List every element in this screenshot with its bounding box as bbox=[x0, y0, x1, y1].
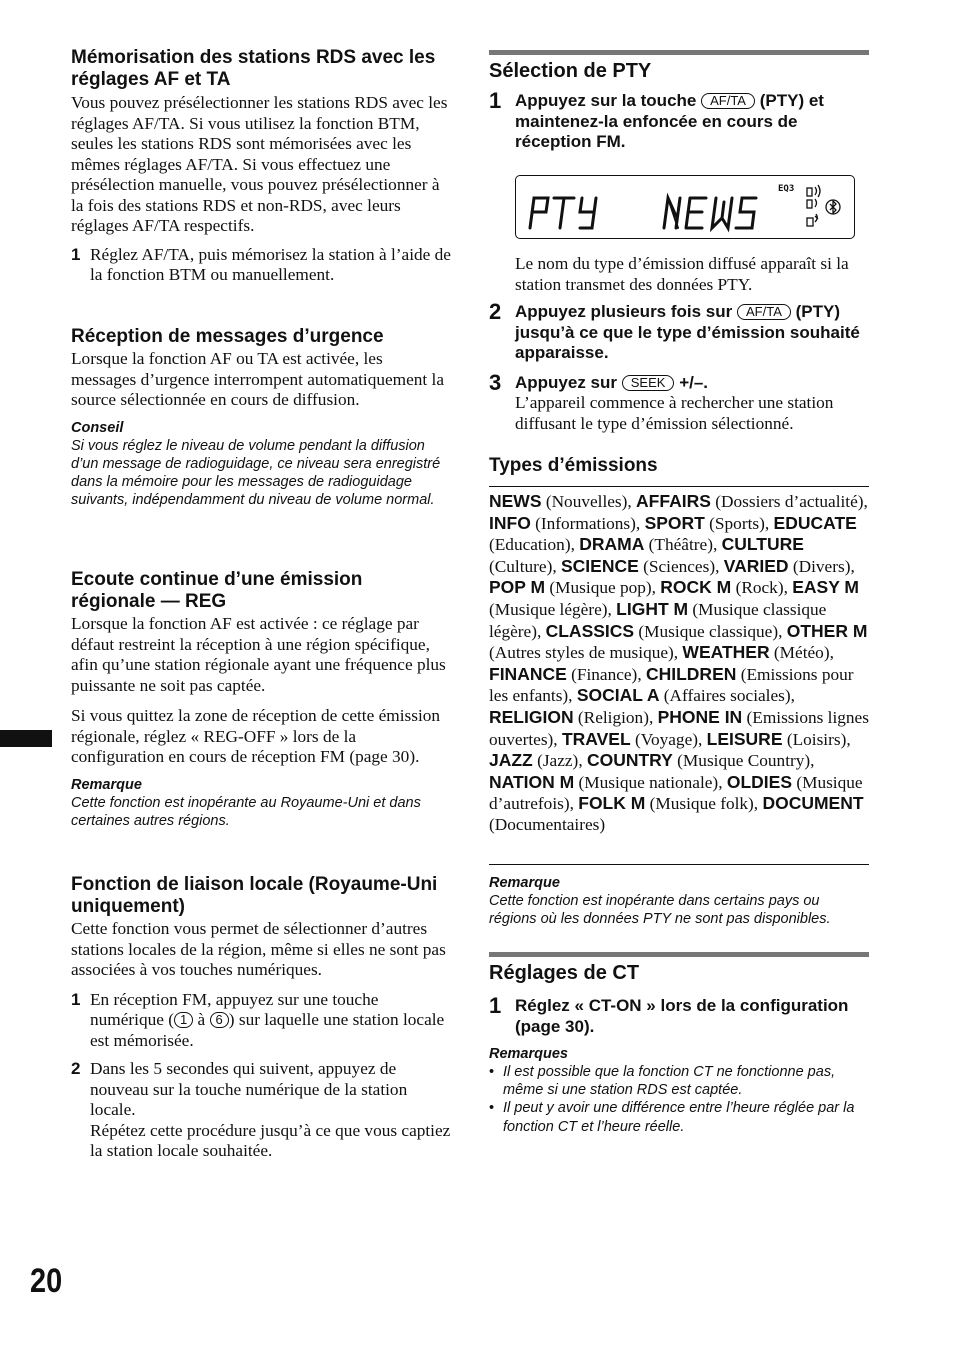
pty-type-code: LEISURE bbox=[706, 728, 783, 749]
step-text: Dans les 5 secondes qui suivent, appuyez de nouveau sur la touche numérique de la station locale. bbox=[90, 1059, 408, 1119]
step-pty-1 bbox=[489, 88, 869, 153]
pty-type-description: (Musique pop), bbox=[545, 578, 661, 598]
section-body-reg-2: Si vous quittez la zone de réception de cette émission régionale, réglez « REG-OFF » lors de la configuration en cours de réception FM (page 30). bbox=[71, 706, 441, 766]
page-number: 20 bbox=[30, 1262, 63, 1300]
pty-type-description: (Musique nationale), bbox=[574, 772, 727, 792]
section-body-rds-memory: Vous pouvez présélectionner les stations RDS avec les réglages AF/TA. Si vous utilisez la fonction BTM, seules les stations RDS sont mémorisées avec les mêmes réglages AF/TA. Si vous effectuez une présélection manuelle, vous pouvez présélectionner à la fois des stations RDS et non-RDS, avec leurs réglages AF/TA respectifs. bbox=[71, 93, 448, 235]
pty-type-code: NATION M bbox=[489, 771, 575, 792]
step-ct-1 bbox=[489, 993, 869, 1037]
pty-types-list bbox=[489, 491, 869, 836]
section-body-local-link: Cette fonction vous permet de sélectionner d’autres stations locales de la région, même si elles ne sont pas associées à vos touches numériques. bbox=[71, 919, 446, 979]
section-rule bbox=[489, 486, 869, 487]
pty-type-code: SOCIAL A bbox=[576, 685, 660, 706]
step-text: En réception FM, appuyez sur une touche numérique ( 1 à 6 ) sur laquelle une station locale est mémorisée. bbox=[90, 989, 445, 1050]
display-explanation: Le nom du type d’émission diffusé apparaît si la station transmet des données PTY. bbox=[515, 254, 849, 294]
note-text-pty: Cette fonction est inopérante dans certains pays ou régions où les données PTY ne sont pas disponibles. bbox=[489, 893, 831, 928]
note-title-pty: Remarque bbox=[489, 875, 560, 891]
pty-type-description: (Sciences), bbox=[638, 556, 724, 576]
note-item: • Il est possible que la fonction CT ne fonctionne pas, même si une station RDS est captée. bbox=[489, 1063, 869, 1099]
pty-type-description: (Informations), bbox=[530, 513, 645, 533]
pty-type-code: CLASSICS bbox=[545, 620, 635, 641]
pty-type-code: DOCUMENT bbox=[762, 793, 864, 814]
step-text: Réglez AF/TA, puis mémorisez la station à l’aide de la fonction BTM ou manuellement. bbox=[90, 244, 451, 284]
step-text-continued: Répétez cette procédure jusqu’à ce que vous captiez la station locale souhaitée. bbox=[90, 1120, 451, 1160]
pty-type-description: (Musique légère), bbox=[489, 599, 617, 619]
pty-type-code: JAZZ bbox=[489, 750, 533, 771]
pty-type-description: (Musique Country), bbox=[672, 751, 815, 771]
pty-type-code: OLDIES bbox=[726, 771, 792, 792]
step-pty-2 bbox=[489, 299, 869, 364]
section-body-reg-1: Lorsque la fonction AF est activée : ce réglage par défaut restreint la réception à une région spécifique, afin qu’une station régionale ayant une fréquence plus puissante ne soit pas captée. bbox=[71, 614, 446, 695]
pty-type-code: POP M bbox=[489, 577, 546, 598]
pty-type-code: CULTURE bbox=[721, 534, 804, 555]
pty-type-code: VARIED bbox=[723, 555, 789, 576]
step-number: 1 bbox=[71, 989, 81, 1009]
pty-type-description: (Autres styles de musique), bbox=[489, 643, 683, 663]
pty-type-code: INFO bbox=[489, 512, 531, 533]
step-number: 3 bbox=[489, 369, 502, 395]
pty-type-description: (Dossiers d’actualité), bbox=[710, 492, 868, 511]
pty-type-description: (Divers), bbox=[788, 556, 855, 576]
preset-key-1: 1 bbox=[174, 1012, 193, 1028]
section-title-reg: Ecoute continue d’une émission régionale — REG bbox=[71, 569, 363, 612]
pty-type-code: SPORT bbox=[644, 512, 705, 533]
section-title-ct: Réglages de CT bbox=[489, 962, 640, 984]
pty-type-description: (Musique d’autrefois), bbox=[489, 772, 863, 814]
pty-type-description: (Rock), bbox=[731, 578, 793, 598]
step-local-1 bbox=[71, 990, 451, 1052]
pty-type-code: FOLK M bbox=[578, 793, 646, 814]
pty-type-code: TRAVEL bbox=[561, 728, 631, 749]
pty-type-code: AFFAIRS bbox=[636, 491, 711, 511]
pty-type-description: (Nouvelles), bbox=[541, 492, 637, 511]
pty-type-code: CHILDREN bbox=[645, 663, 737, 684]
note-title-conseil: Conseil bbox=[71, 419, 124, 436]
pty-type-code: ROCK M bbox=[660, 577, 732, 598]
section-title-rds-memory: Mémorisation des stations RDS avec les réglages AF et TA bbox=[71, 47, 436, 90]
note-text-conseil: Si vous réglez le niveau de volume pendant la diffusion d’un message de radioguidage, ce niveau sera enregistré dans la mémoire pour les messages de radioguidage suivants, indépendamment du niveau de volume normal. bbox=[71, 437, 441, 509]
pty-type-code: WEATHER bbox=[682, 642, 770, 663]
pty-type-code: OTHER M bbox=[786, 620, 868, 641]
pty-type-code: LIGHT M bbox=[616, 598, 689, 619]
lcd-display bbox=[515, 175, 855, 239]
pty-type-description: (Musique classique légère), bbox=[489, 599, 827, 641]
step-text: Appuyez sur la touche AF/TA (PTY) et maintenez-la enfoncée en cours de réception FM. bbox=[515, 91, 824, 151]
pty-type-code: DRAMA bbox=[579, 534, 645, 555]
section-title-local-link: Fonction de liaison locale (Royaume-Uni uniquement) bbox=[71, 874, 438, 917]
pty-type-description: (Emissions pour les enfants), bbox=[489, 664, 854, 706]
music-stream-icon bbox=[807, 214, 818, 226]
note-text-reg: Cette fonction est inopérante au Royaume-Uni et dans certaines autres régions. bbox=[71, 794, 421, 829]
section-rule bbox=[489, 864, 869, 865]
step-rds-1 bbox=[71, 245, 451, 286]
preset-key-6: 6 bbox=[210, 1012, 229, 1028]
notes-title-ct: Remarques bbox=[489, 1046, 568, 1062]
phone-signal-icon bbox=[807, 185, 820, 208]
pty-type-code: PHONE IN bbox=[657, 706, 743, 727]
step-pty-3 bbox=[489, 369, 869, 435]
section-title-pty: Sélection de PTY bbox=[489, 60, 652, 82]
eq3-indicator: EQ3 bbox=[778, 184, 795, 194]
seek-key: SEEK bbox=[622, 375, 675, 391]
bluetooth-icon bbox=[826, 200, 840, 214]
pty-type-description: (Emissions lignes ouvertes), bbox=[489, 707, 869, 749]
step-body: L’appareil commence à rechercher une station diffusant le type d’émission sélectionné. bbox=[515, 393, 834, 433]
pty-type-description: (Loisirs), bbox=[782, 729, 851, 749]
section-title-types: Types d’émissions bbox=[489, 455, 658, 476]
pty-type-description: (Education), bbox=[489, 535, 580, 555]
section-body-emergency: Lorsque la fonction AF ou TA est activée, les messages d’urgence interrompent automatiquement la source sélectionnée en cours de diffusion. bbox=[71, 349, 445, 409]
pty-type-description: (Documentaires) bbox=[489, 814, 606, 834]
note-item: • Il peut y avoir une différence entre l’heure réglée par la fonction CT et l’heure réelle. bbox=[489, 1099, 869, 1135]
pty-type-description: (Culture), bbox=[489, 556, 561, 576]
pty-type-code: SCIENCE bbox=[561, 555, 639, 576]
section-title-emergency: Réception de messages d’urgence bbox=[71, 326, 384, 347]
pty-type-description: (Théâtre), bbox=[644, 535, 722, 555]
pty-type-description: (Sports), bbox=[704, 513, 774, 533]
pty-type-description: (Musique folk), bbox=[645, 794, 763, 814]
pty-type-description: (Religion), bbox=[573, 707, 658, 727]
af-ta-key: AF/TA bbox=[737, 304, 791, 320]
step-number: 1 bbox=[71, 244, 81, 264]
side-tab-marker bbox=[0, 730, 52, 747]
pty-type-description: (Météo), bbox=[769, 643, 834, 663]
step-text: Appuyez sur SEEK +/–. bbox=[515, 372, 709, 392]
pty-type-description: (Musique classique), bbox=[634, 621, 787, 641]
pty-type-code: EDUCATE bbox=[773, 512, 857, 533]
note-title-reg: Remarque bbox=[71, 776, 142, 793]
step-text: Appuyez plusieurs fois sur AF/TA (PTY) jusqu’à ce que le type d’émission souhaité apparaisse. bbox=[515, 302, 860, 362]
pty-type-description: (Finance), bbox=[566, 664, 646, 684]
af-ta-key: AF/TA bbox=[701, 93, 755, 109]
pty-type-code: NEWS bbox=[489, 491, 542, 511]
lcd-segments bbox=[516, 176, 854, 238]
pty-type-description: (Affaires sociales), bbox=[659, 686, 795, 706]
step-number: 2 bbox=[71, 1059, 81, 1078]
pty-type-code: RELIGION bbox=[489, 706, 574, 727]
step-text: Réglez « CT-ON » lors de la configuration (page 30). bbox=[515, 996, 849, 1036]
pty-type-description: (Voyage), bbox=[630, 729, 707, 749]
section-rule bbox=[489, 952, 869, 957]
step-number: 2 bbox=[489, 299, 502, 324]
pty-type-code: FINANCE bbox=[489, 663, 567, 684]
pty-type-code: COUNTRY bbox=[586, 750, 673, 771]
pty-type-description: (Jazz), bbox=[532, 751, 587, 771]
section-rule bbox=[489, 50, 869, 55]
step-number: 1 bbox=[489, 88, 502, 113]
step-local-2 bbox=[71, 1059, 451, 1162]
pty-type-code: EASY M bbox=[792, 577, 859, 598]
step-number: 1 bbox=[489, 993, 502, 1018]
